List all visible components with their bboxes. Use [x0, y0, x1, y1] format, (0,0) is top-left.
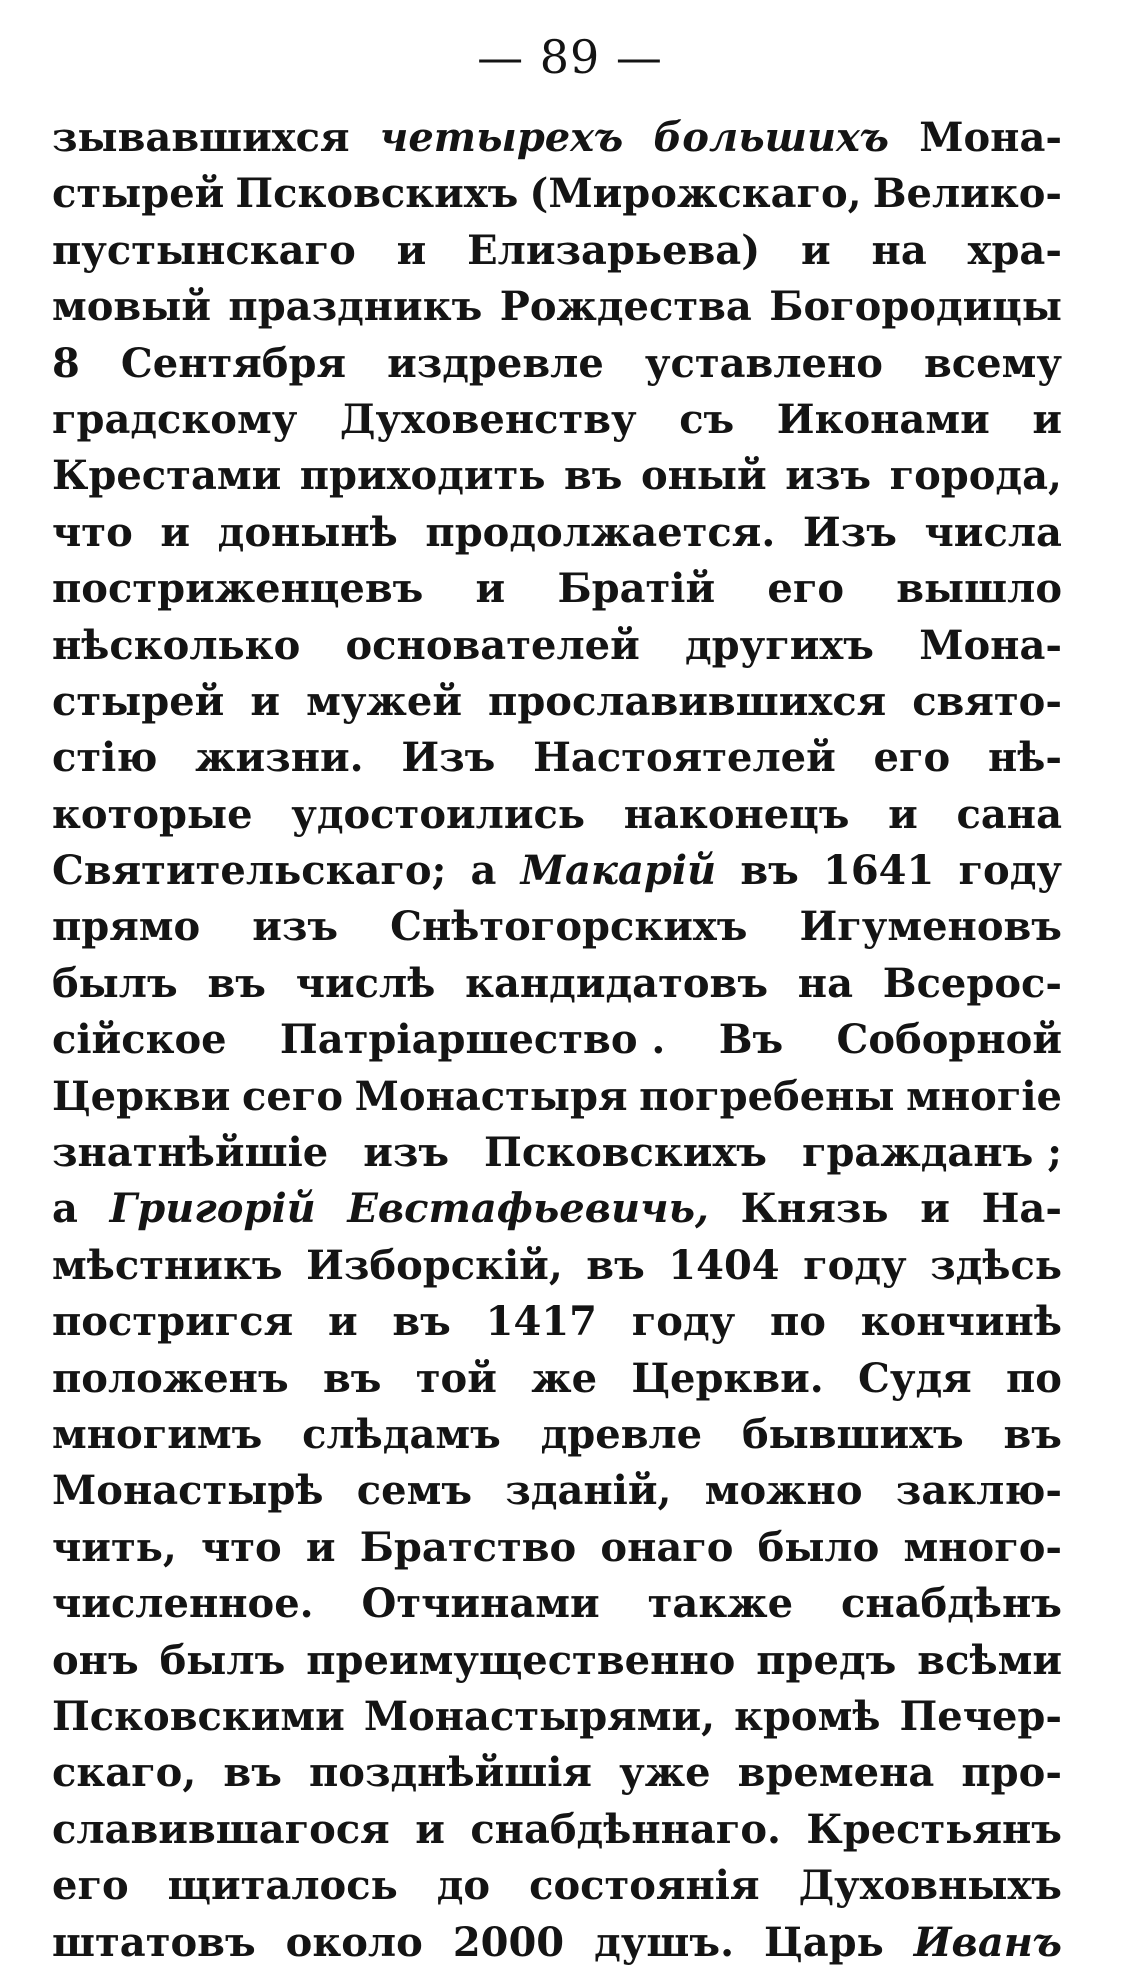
word: удостоились	[291, 790, 586, 838]
text-line	[52, 110, 1062, 166]
word: Елизарьева)	[467, 226, 761, 274]
word: много-	[903, 1523, 1062, 1571]
word: численное.	[52, 1580, 314, 1628]
word: мѣстникъ	[52, 1241, 283, 1289]
word: въ	[586, 1241, 645, 1289]
text-line	[52, 505, 1062, 561]
word: про-	[961, 1749, 1062, 1797]
word: Крестами	[52, 452, 282, 500]
text-line	[52, 674, 1062, 730]
text-line	[52, 448, 1062, 504]
word: и	[415, 1805, 445, 1853]
word: въ	[1003, 1410, 1062, 1458]
word: знатнѣйшiе	[52, 1129, 329, 1177]
word: жизни.	[195, 734, 364, 782]
word: Снѣтогорскихъ	[390, 903, 748, 951]
word: которые	[52, 790, 253, 838]
word: хра-	[967, 226, 1062, 274]
word: также	[647, 1580, 794, 1628]
word: а	[470, 847, 497, 895]
word: что	[200, 1523, 282, 1571]
word: Печер-	[899, 1692, 1062, 1740]
word: славившагося	[52, 1805, 390, 1853]
word: съ	[679, 395, 735, 443]
word: до	[436, 1862, 491, 1910]
word: по	[770, 1298, 826, 1346]
word: состоянiя	[529, 1862, 760, 1910]
word: изъ	[363, 1129, 450, 1177]
word: основателей	[345, 621, 640, 669]
text-line	[52, 336, 1062, 392]
word: въ	[322, 1354, 382, 1402]
word: сана	[956, 790, 1062, 838]
word: и	[305, 1523, 336, 1571]
word: (Мирожскаго,	[529, 170, 862, 218]
word: Евстафьевичь,	[347, 1185, 709, 1233]
word: Псковскихъ	[484, 1129, 767, 1177]
word: Псковскими	[52, 1692, 345, 1740]
word: другихъ	[685, 621, 874, 669]
word: кончинѣ	[860, 1298, 1062, 1346]
text-line	[52, 899, 1062, 955]
word: и	[920, 1185, 950, 1233]
word: древле	[540, 1410, 703, 1458]
text-line	[52, 561, 1062, 617]
word: снабдѣнъ	[841, 1580, 1062, 1628]
word: щиталось	[167, 1862, 398, 1910]
word: продолжается.	[425, 508, 776, 556]
word: Настоятелей	[533, 734, 836, 782]
word: позднѣйшiя	[309, 1749, 592, 1797]
word: Мона-	[919, 114, 1062, 161]
word: и	[888, 790, 918, 838]
text-line	[52, 166, 1062, 222]
word: былъ	[159, 1636, 286, 1684]
word: 1404	[668, 1241, 780, 1289]
word: 1417	[485, 1298, 597, 1346]
word: Братство	[359, 1523, 577, 1571]
word: онъ	[52, 1636, 139, 1684]
word: его	[767, 565, 845, 613]
word: 1641	[823, 847, 935, 895]
word: Князь	[740, 1185, 889, 1233]
word: Изборскiй,	[306, 1241, 563, 1289]
text-line	[52, 1012, 1062, 1068]
word: градскому	[52, 395, 298, 443]
word: На-	[981, 1185, 1062, 1233]
word: году	[803, 1241, 907, 1289]
word: нѣ-	[987, 734, 1062, 782]
word: многiе	[906, 1072, 1062, 1120]
text-line	[52, 1802, 1062, 1858]
word: прямо	[52, 903, 201, 951]
word: на	[797, 959, 853, 1007]
word: Григорiй	[109, 1185, 316, 1233]
word: праздникъ	[228, 283, 483, 331]
word: стырей	[52, 677, 225, 725]
word: Игуменовъ	[799, 903, 1062, 951]
word: погребены	[639, 1072, 895, 1120]
text-line	[52, 1463, 1062, 1519]
word: всему	[924, 339, 1062, 387]
word: Иванъ	[913, 1918, 1062, 1966]
text-line	[52, 1915, 1062, 1971]
word: предъ	[756, 1636, 897, 1684]
word: Макарiй	[520, 847, 717, 895]
word: наконецъ	[623, 790, 850, 838]
word: и	[1032, 395, 1062, 443]
text-line	[52, 1689, 1062, 1745]
word: можно	[704, 1467, 863, 1515]
text-line	[52, 223, 1062, 279]
word: 8	[52, 339, 80, 387]
word: вышло	[896, 565, 1062, 613]
word: въ	[740, 847, 799, 895]
page-number: — 89 —	[477, 30, 663, 84]
text-line	[52, 1125, 1062, 1181]
word: гражданъ ;	[801, 1129, 1062, 1177]
word: изъ	[785, 452, 872, 500]
word: постриженцевъ	[52, 565, 424, 613]
word: Церкви.	[631, 1354, 824, 1402]
word: стырей	[52, 170, 225, 218]
word: большихъ	[653, 114, 889, 161]
word: въ	[563, 452, 623, 500]
word: и	[250, 677, 281, 725]
text-line	[52, 730, 1062, 786]
word: Сентября	[120, 339, 347, 387]
word: 2000	[452, 1918, 565, 1966]
word: времена	[737, 1749, 935, 1797]
word: донынѣ	[217, 508, 398, 556]
word: году	[958, 847, 1062, 895]
word: и	[160, 508, 191, 556]
word: прославившихся	[488, 677, 887, 725]
word: Святительскаго;	[52, 847, 447, 895]
word: города,	[889, 452, 1062, 500]
word: въ	[392, 1298, 451, 1346]
word: многимъ	[52, 1410, 263, 1458]
word: и	[327, 1298, 358, 1346]
word: кандидатовъ	[465, 959, 769, 1007]
word: преимущественно	[306, 1636, 736, 1684]
word: онаго	[600, 1523, 734, 1571]
text-line	[52, 392, 1062, 448]
text-line	[52, 1069, 1062, 1125]
word: Отчинами	[361, 1580, 600, 1628]
word: Рождества	[499, 283, 752, 331]
word: его	[52, 1862, 129, 1910]
word: Богородицы	[769, 283, 1062, 331]
word: Псковскихъ	[235, 170, 519, 218]
word: въ	[207, 959, 266, 1007]
text-line	[52, 1407, 1062, 1463]
word: заклю-	[895, 1467, 1062, 1515]
word: стiю	[52, 734, 158, 782]
text-line	[52, 618, 1062, 674]
word: было	[757, 1523, 880, 1571]
word: Иконами	[776, 395, 990, 443]
word: здѣсь	[930, 1241, 1062, 1289]
word: его	[873, 734, 951, 782]
word: Судя	[858, 1354, 972, 1402]
word: Церкви	[52, 1072, 231, 1120]
word: Духовенству	[339, 395, 637, 443]
text-line	[52, 843, 1062, 899]
word: Изъ	[401, 734, 496, 782]
text-line	[52, 279, 1062, 335]
word: Всерос-	[882, 959, 1062, 1007]
word: Патрiаршество .	[279, 1016, 666, 1064]
word: четырехъ	[379, 114, 624, 161]
word: числѣ	[295, 959, 436, 1007]
word: и	[475, 565, 506, 613]
text-line	[52, 1520, 1062, 1576]
word: а	[52, 1185, 78, 1233]
word: сего	[242, 1072, 344, 1120]
word: и	[801, 226, 831, 274]
word: уставлено	[644, 339, 883, 387]
word: нѣсколько	[52, 621, 301, 669]
word: скаго,	[52, 1749, 197, 1797]
text-line	[52, 1858, 1062, 1914]
word: свято-	[912, 677, 1062, 725]
word: уже	[619, 1749, 711, 1797]
word: той	[415, 1354, 497, 1402]
word: сiйское	[52, 1016, 227, 1064]
word: и	[396, 226, 427, 274]
word: Царь	[764, 1918, 884, 1966]
word: что	[52, 508, 133, 556]
word: Духовныхъ	[798, 1862, 1062, 1910]
word: семъ	[356, 1467, 472, 1515]
word: мовый	[52, 283, 211, 331]
word: штатовъ	[52, 1918, 256, 1966]
word: Монастырѣ	[52, 1467, 324, 1515]
word: зданiй,	[505, 1467, 672, 1515]
word: положенъ	[52, 1354, 289, 1402]
word: Мона-	[919, 621, 1062, 669]
word: Монастырями,	[363, 1692, 716, 1740]
word: Монастыря	[354, 1072, 628, 1120]
word: приходить	[299, 452, 546, 500]
word: въ	[223, 1749, 282, 1797]
word: Изъ	[802, 508, 897, 556]
text-line	[52, 1351, 1062, 1407]
text-line	[52, 956, 1062, 1012]
word: мужей	[306, 677, 462, 725]
word: бывшихъ	[741, 1410, 964, 1458]
word: слѣдамъ	[302, 1410, 501, 1458]
word: кромѣ	[734, 1692, 881, 1740]
word: Крестьянъ	[806, 1805, 1062, 1853]
word: Братiй	[557, 565, 716, 613]
text-line	[52, 1745, 1062, 1801]
word: по	[1005, 1354, 1062, 1402]
text-line	[52, 1181, 1062, 1237]
word: чить,	[52, 1523, 177, 1571]
text-line	[52, 1238, 1062, 1294]
word: душъ.	[594, 1918, 735, 1966]
word: постригся	[52, 1298, 294, 1346]
word: изъ	[252, 903, 339, 951]
word: оный	[640, 452, 767, 500]
text-line	[52, 787, 1062, 843]
word: снабдѣннаго.	[470, 1805, 781, 1853]
word: издревле	[387, 339, 604, 387]
text-line	[52, 1633, 1062, 1689]
body-text	[52, 110, 1062, 1971]
word: Въ	[718, 1016, 784, 1064]
word: около	[285, 1918, 423, 1966]
word: зывавшихся	[52, 114, 350, 161]
word: былъ	[52, 959, 178, 1007]
word: Велико-	[872, 170, 1062, 218]
word: году	[631, 1298, 736, 1346]
word: на	[871, 226, 927, 274]
word: числа	[924, 508, 1062, 556]
word: Соборной	[836, 1016, 1062, 1064]
word: же	[531, 1354, 598, 1402]
word: всѣми	[917, 1636, 1062, 1684]
word: пустынскаго	[52, 226, 356, 274]
text-line	[52, 1576, 1062, 1632]
text-line	[52, 1294, 1062, 1350]
